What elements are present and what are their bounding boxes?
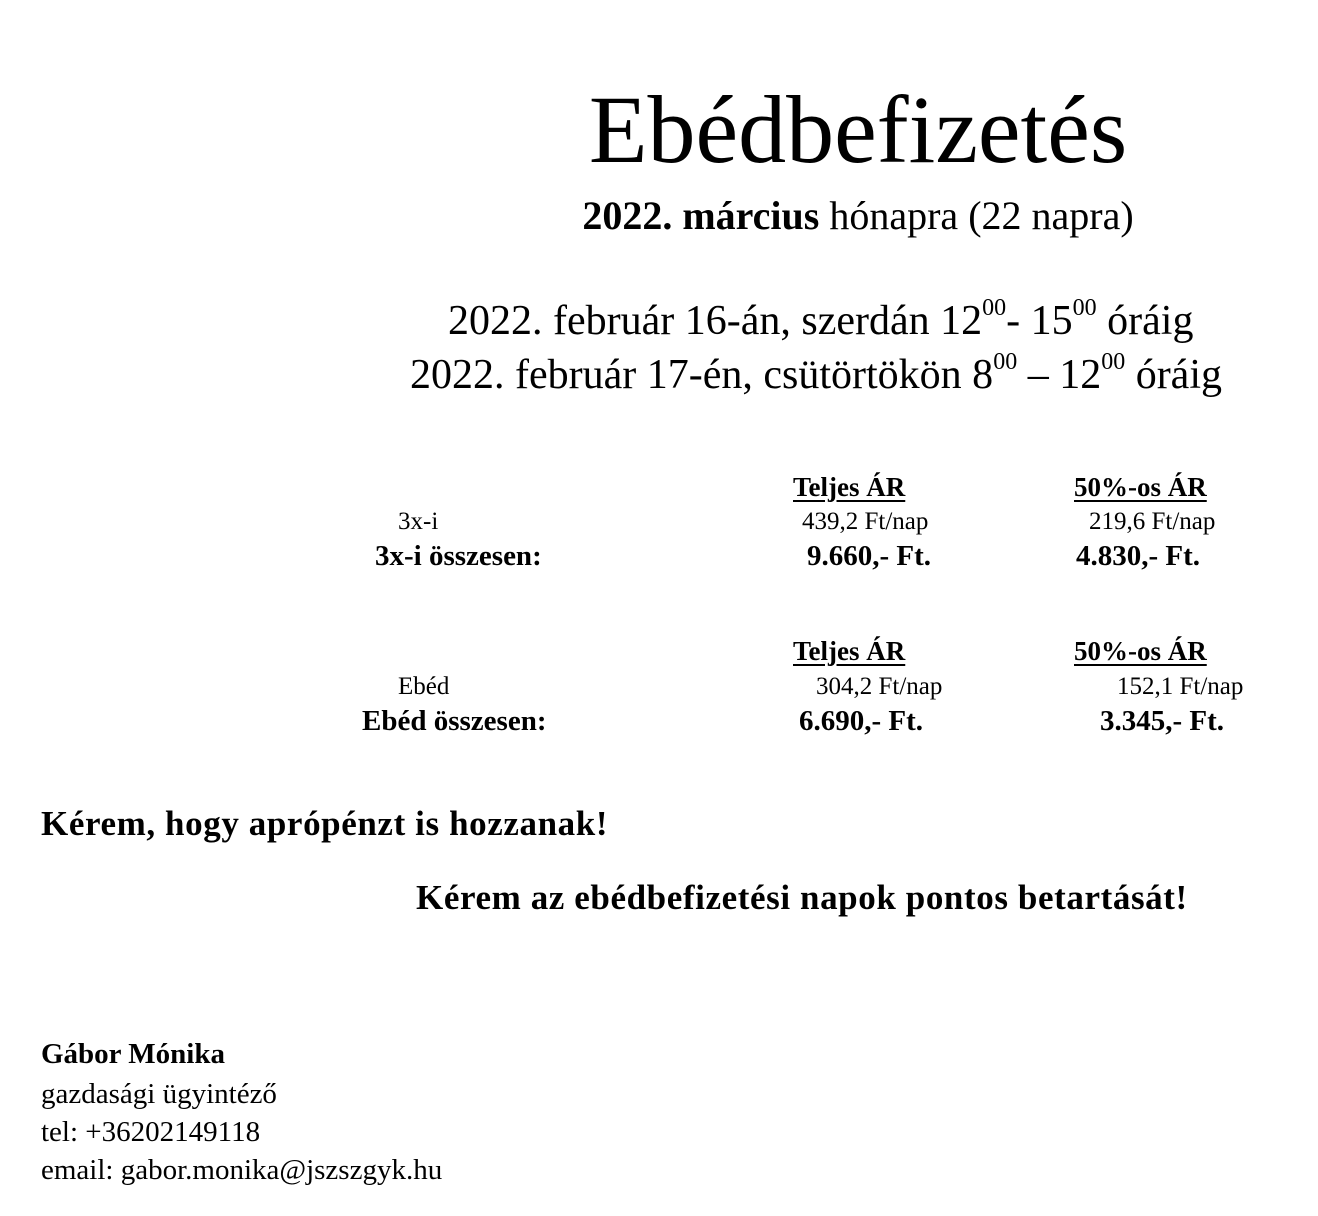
payment-date-2: 2022. február 17-én, csütörtökön $8^{00} - 12^{00}$ óráig — [410, 349, 1222, 398]
total-label: 3x-i összesen: — [375, 540, 542, 572]
header-half-price: 50%-os ÁR — [1074, 472, 1207, 502]
page-title: Ebédbefizetés — [588, 76, 1128, 183]
total-label: Ebéd összesen: — [362, 705, 547, 737]
full-daily-price: 439,2 Ft/nap — [802, 508, 929, 535]
header-full-price: Teljes ÁR — [793, 636, 906, 666]
notice-punctuality: Kérem az ebédbefizetési napok pontos betartását! — [416, 878, 1188, 917]
signature-role: gazdasági ügyintéző — [41, 1078, 277, 1110]
subtitle-rest: hónapra (22 napra) — [819, 193, 1134, 238]
page-subtitle — [0, 192, 1318, 240]
row-label: 3x-i — [398, 508, 439, 535]
payment-date-1: 2022. február 16-án, szerdán $12^{00}-$ $15^{00}$ óráig — [448, 295, 1194, 344]
signature-name: Gábor Mónika — [41, 1038, 225, 1070]
half-total: 4.830,- Ft. — [1076, 540, 1201, 572]
full-total: 9.660,- Ft. — [807, 540, 932, 572]
subtitle-month: 2022. március — [582, 193, 820, 238]
signature-phone: tel: +36202149118 — [41, 1116, 261, 1148]
notice-change: Kérem, hogy aprópénzt is hozzanak! — [41, 804, 609, 843]
half-daily-price: 152,1 Ft/nap — [1117, 673, 1244, 700]
header-half-price: 50%-os ÁR — [1074, 636, 1207, 666]
header-full-price: Teljes ÁR — [793, 472, 906, 502]
full-total: 6.690,- Ft. — [799, 705, 924, 737]
row-label: Ebéd — [398, 673, 450, 700]
signature-email: email: gabor.monika@jszszgyk.hu — [41, 1154, 443, 1186]
half-daily-price: 219,6 Ft/nap — [1089, 508, 1216, 535]
full-daily-price: 304,2 Ft/nap — [816, 673, 943, 700]
half-total: 3.345,- Ft. — [1100, 705, 1225, 737]
